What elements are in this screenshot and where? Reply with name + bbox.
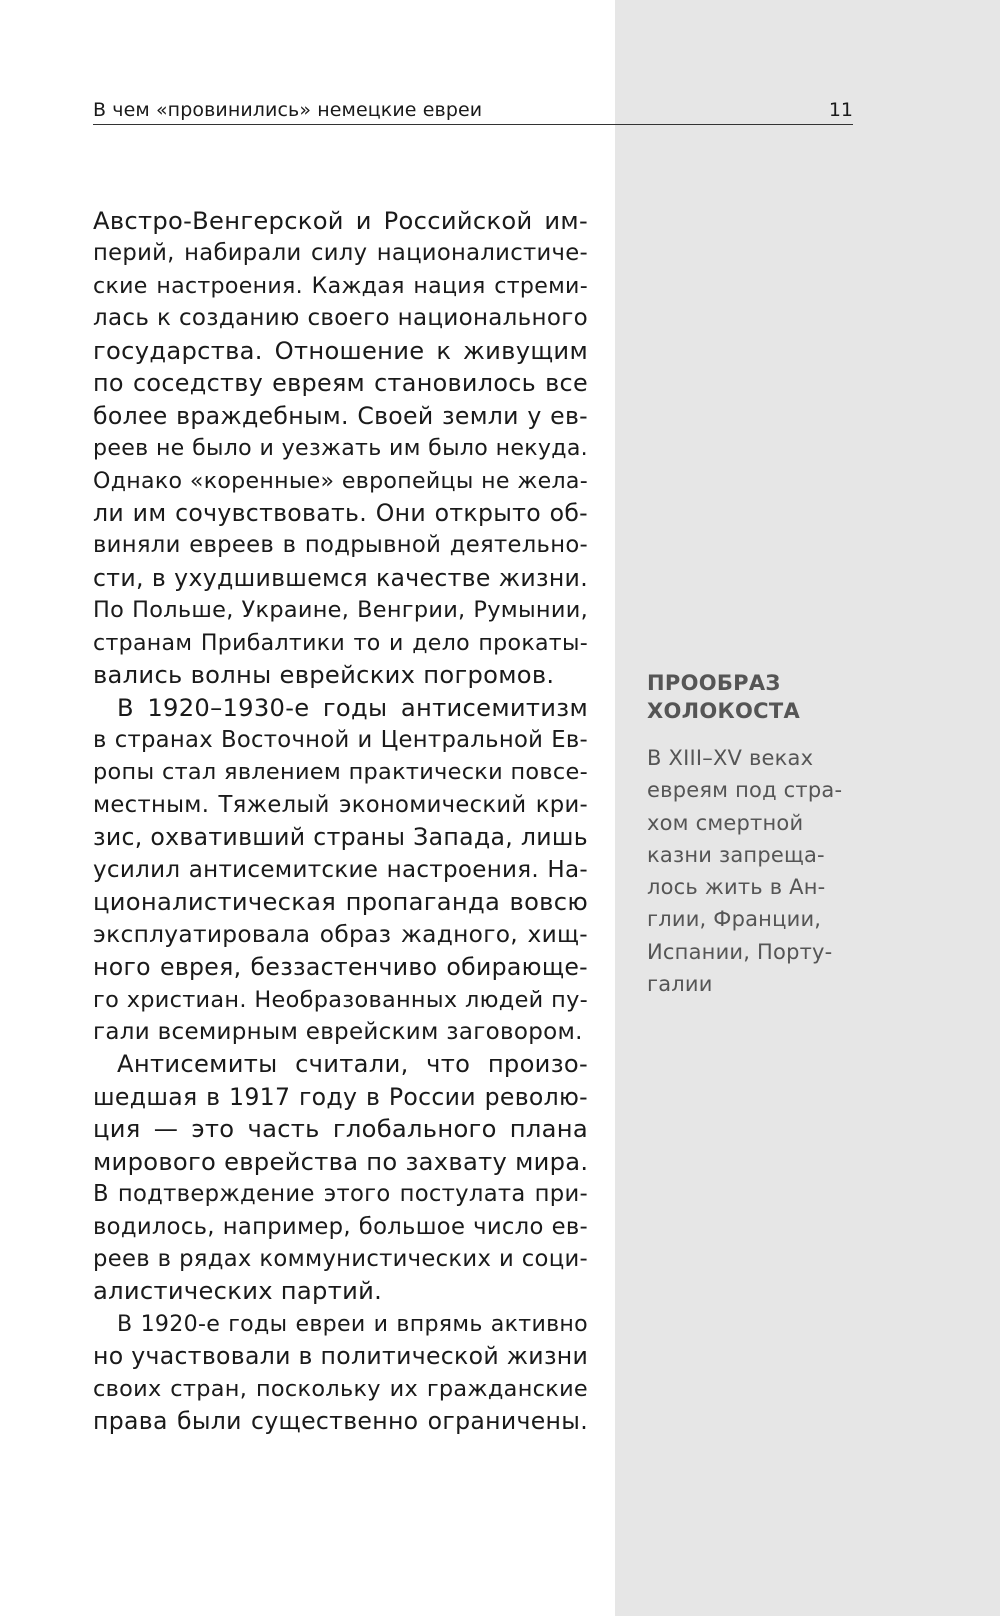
text-line: шедшая в 1917 году в России револю-: [93, 1082, 588, 1111]
text-line: права были существенно ограничены.: [93, 1407, 588, 1436]
text-line: Однако «коренные» европейцы не жела-: [93, 467, 588, 494]
text-line: виняли евреев в подрывной деятельно-: [93, 532, 588, 559]
text-line: в странах Восточной и Центральной Ев-: [93, 727, 588, 753]
text-line: го христиан. Необразованных людей пу-: [93, 986, 588, 1013]
text-line: вались волны еврейских погромов.: [93, 661, 555, 690]
sidebar-note-title: [647, 669, 857, 725]
text-line: лась к созданию своего национального: [93, 305, 588, 332]
main-text-column: [93, 205, 588, 1438]
sidebar-body-line: хом смертной: [647, 810, 804, 835]
text-line: но участвовали в политической жизни: [93, 1342, 589, 1371]
sidebar-note: [647, 669, 857, 1000]
sidebar-note-body: [647, 742, 857, 1000]
running-header: [93, 98, 853, 125]
text-line: странам Прибалтики то и дело прокаты-: [93, 629, 588, 656]
text-line: гали всемирным еврейским заговором.: [93, 1018, 583, 1045]
text-line: ские настроения. Каждая нация стреми-: [93, 272, 588, 299]
running-title: В чем «провинились» немецкие евреи: [93, 99, 483, 121]
text-line: ного еврея, беззастенчиво обирающе-: [93, 953, 588, 982]
text-line: мирового еврейства по захвату мира.: [93, 1147, 589, 1176]
sidebar-body-line: лось жить в Ан-: [647, 875, 826, 900]
text-line: усилил антисемитские настроения. На-: [93, 856, 588, 883]
text-line: эксплуатировала образ жадного, хищ-: [93, 920, 588, 948]
text-line: Антисемиты считали, что произо-: [117, 1050, 588, 1079]
text-line: В подтверждение этого постулата при-: [93, 1181, 588, 1208]
sidebar-title-line: ХОЛОКОСТА: [647, 699, 801, 723]
text-line: своих стран, поскольку их гражданские: [93, 1375, 588, 1402]
text-line: по соседству евреям становилось все: [93, 369, 588, 398]
text-line: сти, в ухудшившемся качестве жизни.: [93, 563, 588, 592]
text-line: перий, набирали силу националистиче-: [93, 240, 588, 267]
text-line: По Польше, Украине, Венгрии, Румынии,: [93, 597, 588, 624]
text-line: В 1920-е годы евреи и впрямь активно: [117, 1310, 588, 1337]
text-line: более враждебным. Своей земли у ев-: [93, 401, 588, 430]
text-line: ли им сочувствовать. Они открыто об-: [93, 498, 588, 527]
text-line: водилось, например, большое число ев-: [93, 1213, 588, 1240]
sidebar-body-line: евреям под стра-: [647, 778, 843, 803]
text-line: ционалистическая пропаганда вовсю: [93, 888, 588, 917]
text-line: алистических партий.: [93, 1277, 383, 1306]
sidebar-body-line: глии, Франции,: [647, 907, 822, 932]
text-line: ция — это часть глобального плана: [93, 1115, 588, 1144]
sidebar-body-line: казни запреща-: [647, 842, 825, 867]
text-line: ропы стал явлением практически повсе-: [93, 759, 588, 786]
page-number: 11: [828, 99, 853, 121]
text-line: местным. Тяжелый экономический кри-: [93, 791, 588, 818]
text-line: Австро-Венгерской и Российской им-: [93, 207, 588, 235]
text-line: реев не было и уезжать им было некуда.: [93, 435, 588, 462]
sidebar-body-line: Испании, Порту-: [647, 939, 833, 964]
text-line: зис, охвативший страны Запада, лишь: [93, 823, 588, 852]
text-line: В 1920–1930-е годы антисемитизм: [117, 693, 588, 722]
text-line: государства. Отношение к живущим: [93, 336, 588, 365]
sidebar-title-line: ПРООБРАЗ: [647, 671, 781, 695]
text-line: реев в рядах коммунистических и соци-: [93, 1246, 588, 1272]
sidebar-body-line: В XIII–XV веках: [647, 746, 814, 770]
sidebar-body-line: галии: [647, 972, 713, 997]
